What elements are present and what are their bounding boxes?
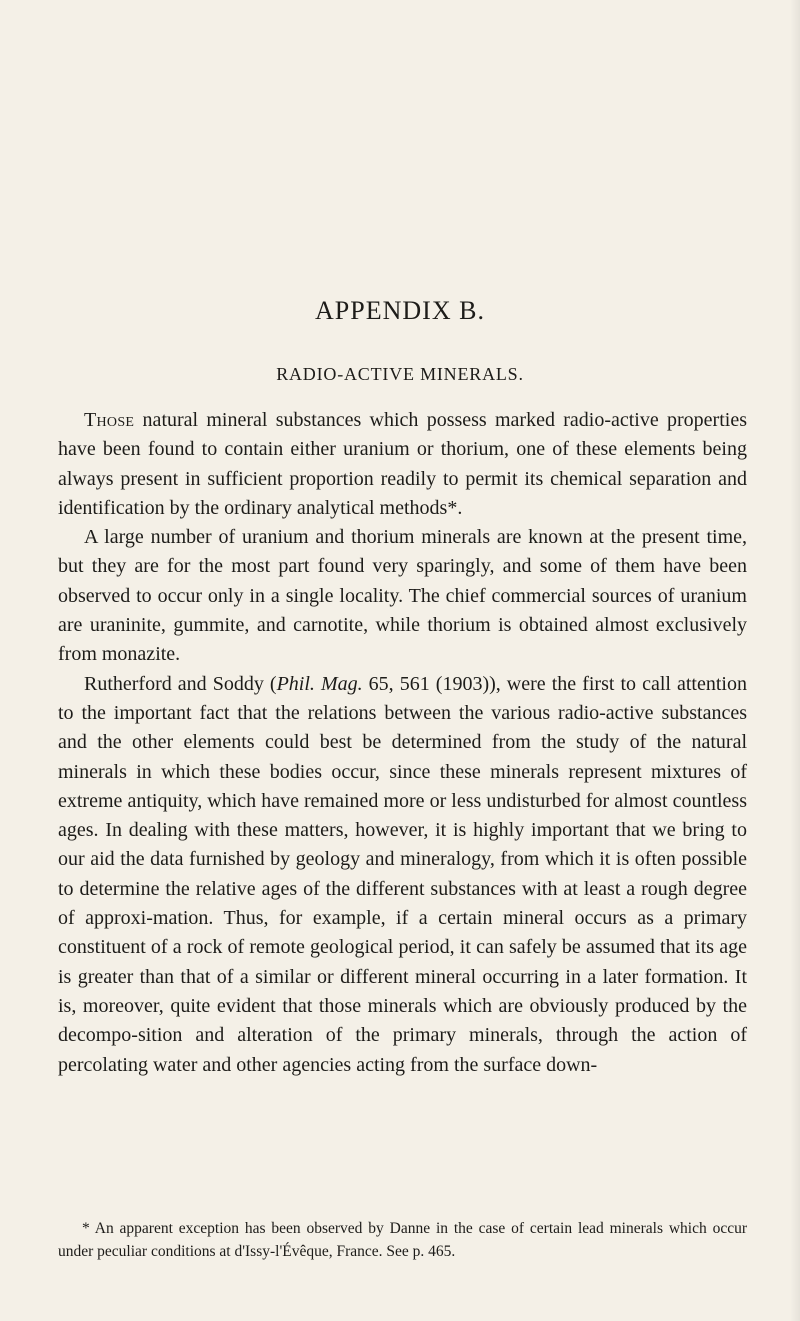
section-subtitle: RADIO-ACTIVE MINERALS. (276, 364, 524, 384)
paragraph-3 (58, 670, 747, 1080)
paragraph-1-lead: Those (84, 409, 135, 431)
page-title: APPENDIX B. (315, 296, 485, 325)
paragraph-2: A large number of uranium and thorium minerals are known at the present time, but they are for the most part found very sparingly, and some of them have been observed to occur only in a single locality. The chief commercial sources of uranium are uraninite, gummite, and carnotite, while thorium is obtained almost exclusively from monazite. (58, 526, 747, 666)
journal-citation: Phil. Mag. (276, 672, 363, 695)
paragraph-1 (58, 406, 747, 523)
paragraph-3-text-before: Rutherford and Soddy ( (84, 672, 277, 695)
paragraph-3-text-after: 65, 561 (1903)), were the first to call attention to the important fact that the relations between the various radio-active substances and the other elements could best be determined from the study of the natural minerals in which these bodies occur, since these minerals represent mixtures of extreme antiquity, which have remained more or less undisturbed for almost countless ages. In dealing with these matters, however, it is highly important that we bring to our aid the data furnished by geology and mineralogy, from which it is often possible to determine the relative ages of the different substances with at least a rough degree of approxi-mation. Thus, for example, if a certain mineral occurs as a primary constituent of a rock of remote geological period, it can safely be assumed that its age is greater than that of a similar or different mineral occurring in a later formation. It is, moreover, quite evident that those minerals which are obviously produced by the decompo-sition and alteration of the primary minerals, through the action of percolating water and other agencies acting from the surface down- (58, 672, 747, 1076)
paragraph-1-text: natural mineral substances which possess marked radio-active properties have been found to contain either uranium or thorium, one of these elements being always present in sufficient proportion readily to permit its chemical separation and identification by the ordinary analytical methods*. (58, 409, 747, 519)
footnote: * An apparent exception has been observed by Danne in the case of certain lead minerals which occur under peculiar conditions at d'Issy-l'Évêque, France. See p. 465. (58, 1220, 747, 1260)
body-text (58, 406, 747, 1080)
page-edge-shadow (790, 0, 800, 1321)
